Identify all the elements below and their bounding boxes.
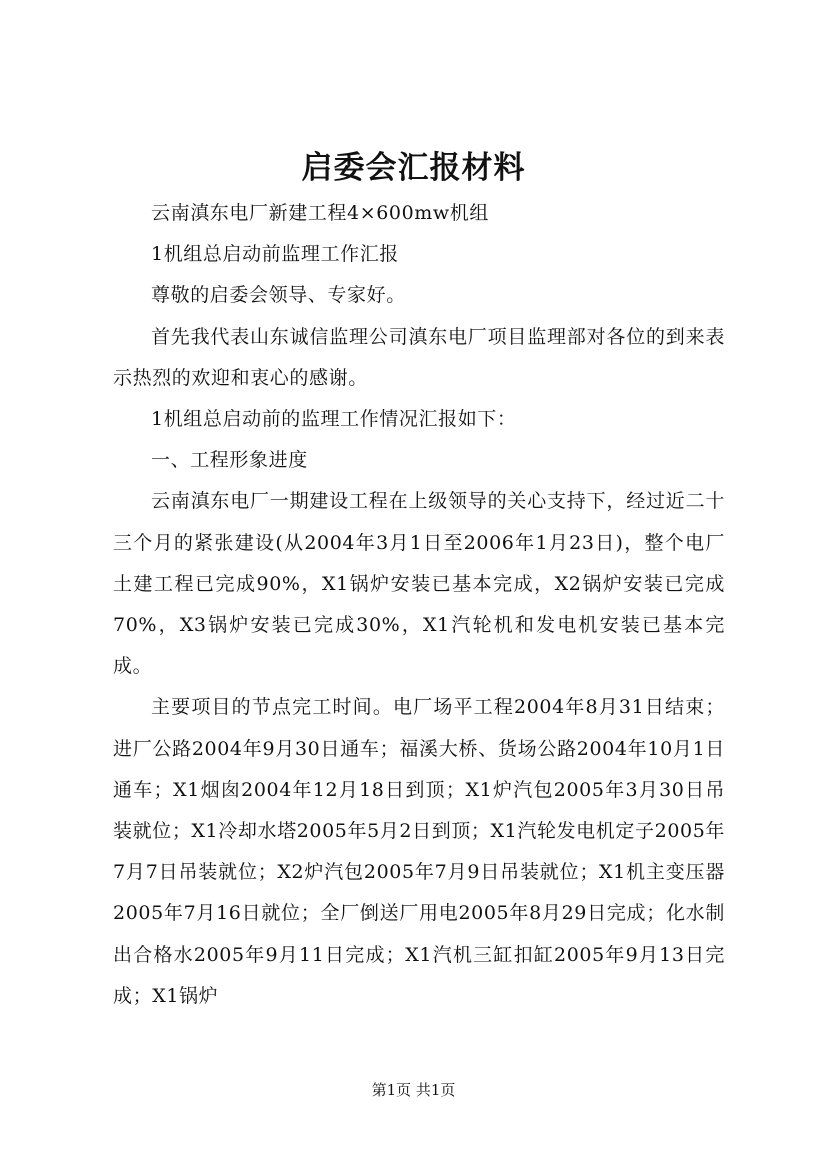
page-title: 启委会汇报材料 [301,150,526,186]
paragraph-welcome: 首先我代表山东诚信监理公司滇东电厂项目监理部对各位的到来表示热烈的欢迎和衷心的感谢。 [113,325,725,389]
paragraph-project-name: 云南滇东电厂新建工程4×600mw机组 [151,202,489,224]
paragraph-progress-overview: 云南滇东电厂一期建设工程在上级领导的关心支持下，经过近二十三个月的紧张建设(从2004年3月1日至2006年1月23日)，整个电厂土建工程已完成90%，X1锅炉安装已基本完成，X2锅炉安装已完成70%，X3锅炉安装已完成30%，X1汽轮机和发电机安装已基本完成。 [113,490,725,678]
page-footer: 第1页 共1页 [371,1081,456,1099]
document-body [113,193,725,1017]
paragraph-greeting: 尊敬的启委会领导、专家好。 [151,284,406,307]
paragraph-milestones: 主要项目的节点完工时间。电厂场平工程2004年8月31日结束；进厂公路2004年9月30日通车；福溪大桥、货场公路2004年10月1日通车；X1烟囱2004年12月18日到顶；X1炉汽包2005年3月30日吊装就位；X1冷却水塔2005年5月2日到顶；X1汽轮发电机定子2005年7月7日吊装就位；X2炉汽包2005年7月9日吊装就位；X1机主变压器2005年7月16日就位；全厂倒送厂用电2005年8月29日完成；化水制出合格水2005年9月11日完成；X1汽机三缸扣缸2005年9月13日完成；X1锅炉 [113,696,725,1007]
paragraph-report-intro: 1机组总启动前的监理工作情况汇报如下： [151,408,517,431]
paragraph-report-subtitle: 1机组总启动前监理工作汇报 [151,243,399,266]
section-heading-progress: 一、工程形象进度 [151,449,308,472]
